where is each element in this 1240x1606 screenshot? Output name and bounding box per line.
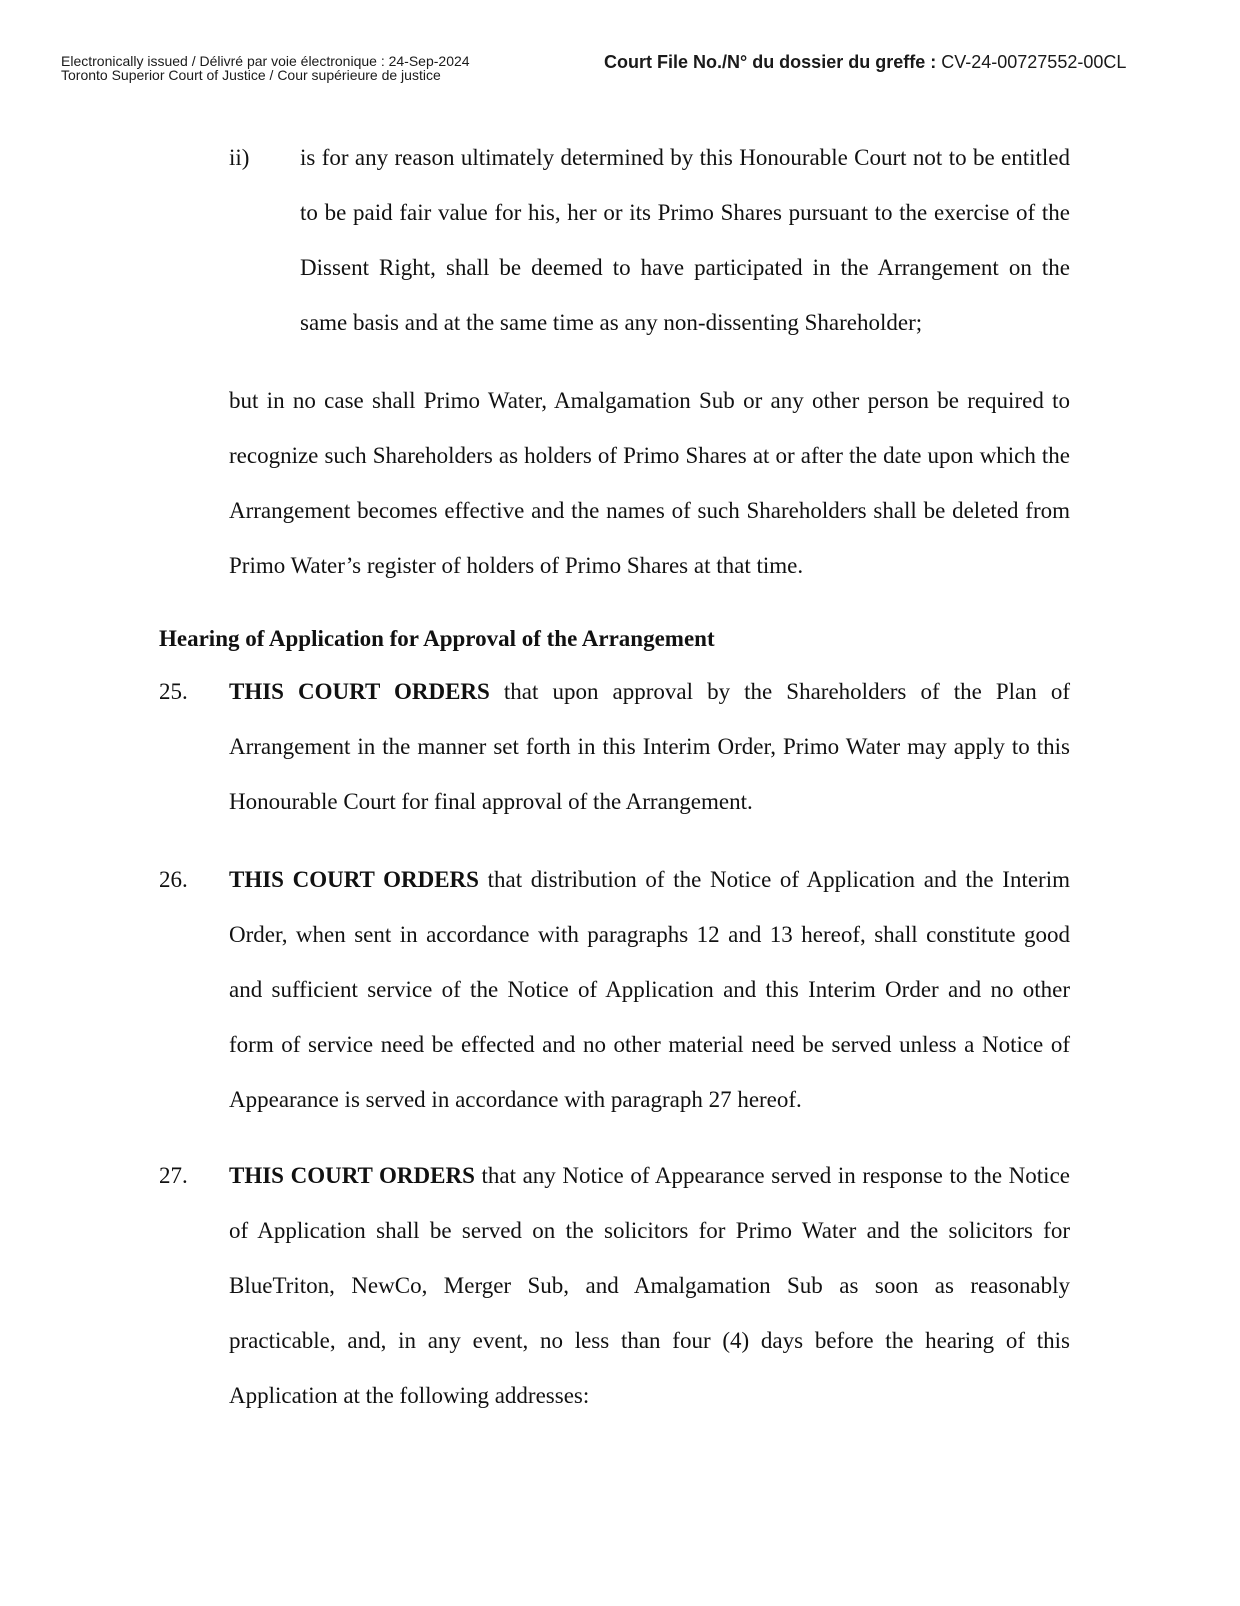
paragraph-body bbox=[229, 852, 1070, 1127]
paragraph-text: that upon approval by the Shareholders of the Plan of Arrangement in the manner set forth in this Interim Order, Primo Water may apply to this Honourable Court for final approval of the Arrangement. bbox=[229, 679, 1070, 814]
electronic-issue-stamp bbox=[61, 54, 470, 82]
continuation-paragraph: but in no case shall Primo Water, Amalgamation Sub or any other person be required to recognize such Shareholders as holders of Primo Shares at or after the date upon which the Arrangement becomes effective and the names of such Shareholders shall be deleted from Primo Water’s register of holders of Primo Shares at that time. bbox=[229, 388, 1070, 578]
paragraph-number: 26. bbox=[159, 867, 188, 892]
paragraph-number: 25. bbox=[159, 679, 188, 704]
court-file-value: CV-24-00727552-00CL bbox=[941, 52, 1127, 72]
court-file-label: Court File No./N° du dossier du greffe : bbox=[604, 52, 937, 72]
paragraph-text: that any Notice of Appearance served in response to the Notice of Application shall be served on the solicitors for Primo Water and the solicitors for BlueTriton, NewCo, Merger Sub, and Amalgamation Sub as soon as reasonably practicable, and, in any event, no less than four (4) days before the hearing of this Application at the following addresses: bbox=[229, 1163, 1070, 1408]
court-line: Toronto Superior Court of Justice / Cour supérieure de justice bbox=[61, 67, 441, 83]
section-heading: Hearing of Application for Approval of the Arrangement bbox=[159, 626, 715, 651]
paragraph-lead: THIS COURT ORDERS bbox=[229, 867, 479, 892]
paragraph-number: 27. bbox=[159, 1163, 188, 1188]
sub-item-marker: ii) bbox=[229, 145, 250, 170]
paragraph-body bbox=[229, 1148, 1070, 1423]
paragraph-lead: THIS COURT ORDERS bbox=[229, 1163, 475, 1188]
court-file-number bbox=[604, 51, 1126, 73]
issued-line: Electronically issued / Délivré par voie électronique : 24-Sep-2024 bbox=[61, 53, 470, 69]
paragraph-body bbox=[229, 664, 1070, 829]
paragraph-lead: THIS COURT ORDERS bbox=[229, 679, 490, 704]
paragraph-text: that distribution of the Notice of Application and the Interim Order, when sent in accordance with paragraphs 12 and 13 hereof, shall constitute good and sufficient service of the Notice of Application and this Interim Order and no other form of service need be effected and no other material need be served unless a Notice of Appearance is served in accordance with paragraph 27 hereof. bbox=[229, 867, 1070, 1112]
sub-item-text: is for any reason ultimately determined by this Honourable Court not to be entitled to be paid fair value for his, her or its Primo Shares pursuant to the exercise of the Dissent Right, shall be deemed to have participated in the Arrangement on the same basis and at the same time as any non-dissenting Shareholder; bbox=[300, 145, 1070, 335]
